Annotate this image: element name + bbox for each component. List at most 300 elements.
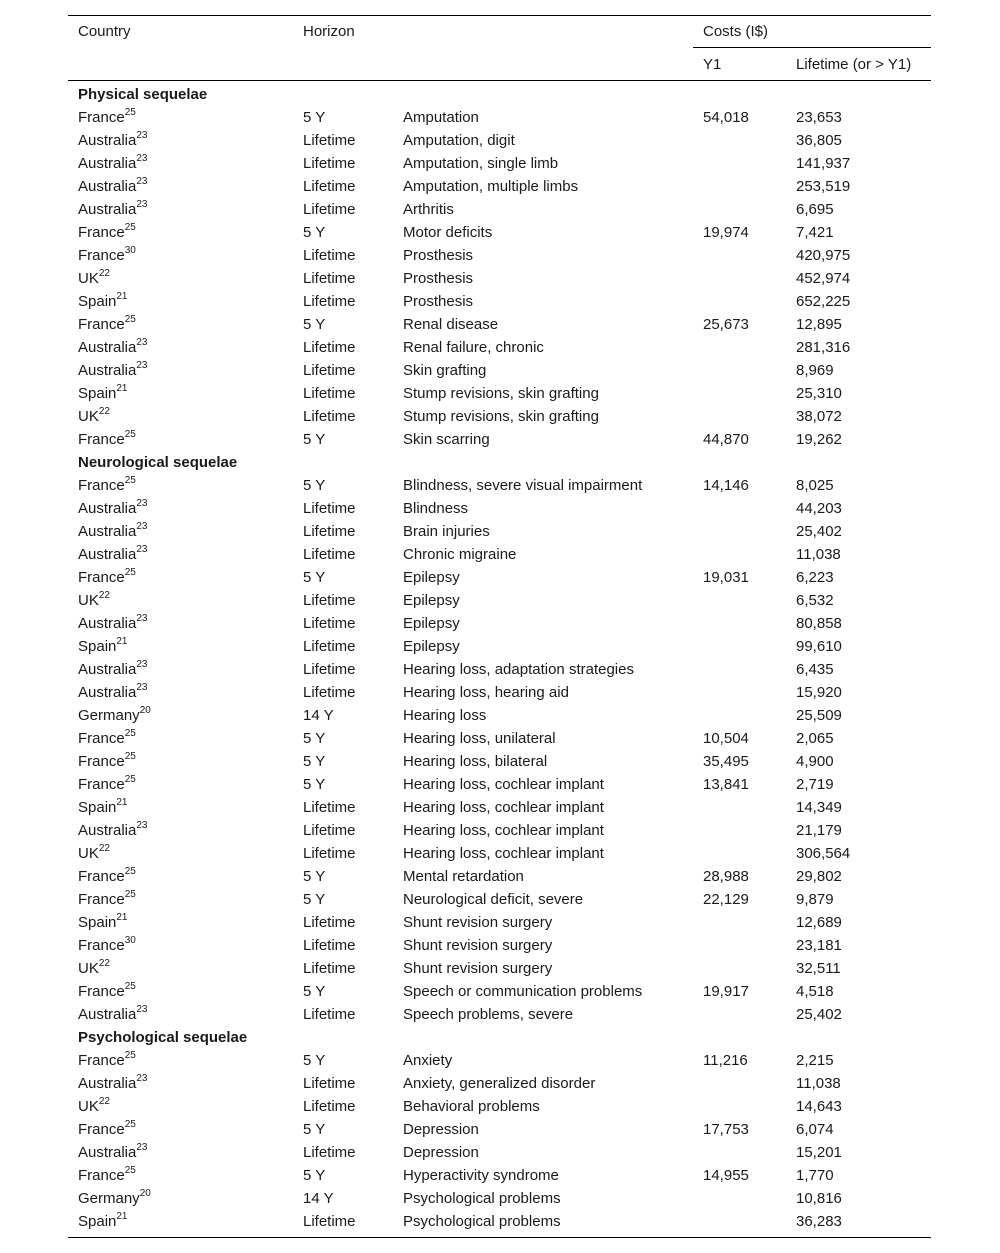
header-bottom-rule (68, 80, 931, 81)
cost-y1-cell: 11,216 (703, 1052, 748, 1069)
header-country: Country (78, 23, 131, 40)
table-row (68, 199, 931, 222)
country-name: Germany (78, 1190, 140, 1207)
table-row (68, 1211, 931, 1234)
sequela-cell: Hearing loss, adaptation strategies (403, 661, 634, 678)
cost-y1-cell: 28,988 (703, 868, 749, 885)
horizon-cell: 5 Y (303, 983, 326, 1000)
country-name: France (78, 730, 125, 747)
table-row (68, 406, 931, 429)
reference-superscript: 23 (136, 544, 148, 555)
country-cell (78, 477, 136, 495)
country-cell (78, 247, 136, 265)
sequela-cell: Mental retardation (403, 868, 524, 885)
horizon-cell: 5 Y (303, 1052, 326, 1069)
horizon-cell: Lifetime (303, 592, 356, 609)
horizon-cell: Lifetime (303, 1006, 356, 1023)
country-name: Australia (78, 339, 137, 356)
horizon-cell: 5 Y (303, 891, 326, 908)
country-name: Australia (78, 500, 137, 517)
sequela-cell: Epilepsy (403, 615, 460, 632)
reference-superscript: 25 (124, 1050, 136, 1061)
cost-lifetime-cell: 8,969 (796, 362, 834, 379)
table-row (68, 774, 931, 797)
table-row (68, 843, 931, 866)
country-name: Australia (78, 1144, 137, 1161)
country-name: Australia (78, 546, 137, 563)
reference-superscript: 30 (124, 245, 136, 256)
country-cell (78, 500, 147, 518)
country-name: Spain (78, 385, 117, 402)
table-row (68, 590, 931, 613)
country-name: France (78, 1052, 125, 1069)
sequela-cell: Shunt revision surgery (403, 914, 553, 931)
sequela-cell: Renal disease (403, 316, 499, 333)
reference-superscript: 25 (124, 1165, 136, 1176)
reference-superscript: 21 (116, 912, 128, 923)
country-name: Australia (78, 684, 137, 701)
sequela-cell: Arthritis (403, 201, 454, 218)
cost-lifetime-cell: 452,974 (796, 270, 851, 287)
cost-lifetime-cell: 23,653 (796, 109, 842, 126)
table-row (68, 544, 931, 567)
cost-lifetime-cell: 25,310 (796, 385, 842, 402)
cost-lifetime-cell: 253,519 (796, 178, 851, 195)
sequela-cell: Neurological deficit, severe (403, 891, 584, 908)
horizon-cell: Lifetime (303, 385, 356, 402)
horizon-cell: Lifetime (303, 247, 356, 264)
country-name: Australia (78, 523, 137, 540)
reference-superscript: 25 (124, 728, 136, 739)
cost-y1-cell: 10,504 (703, 730, 749, 747)
country-name: France (78, 983, 125, 1000)
sequela-cell: Skin scarring (403, 431, 490, 448)
table-row (68, 153, 931, 176)
horizon-cell: Lifetime (303, 799, 356, 816)
reference-superscript: 21 (116, 291, 128, 302)
cost-lifetime-cell: 11,038 (796, 1075, 841, 1092)
reference-superscript: 23 (136, 820, 148, 831)
table-row (68, 1050, 931, 1073)
country-cell (78, 408, 110, 426)
cost-y1-cell: 13,841 (703, 776, 749, 793)
sequela-cell: Hearing loss, hearing aid (403, 684, 569, 701)
cost-y1-cell: 19,974 (703, 224, 749, 241)
table-row (68, 705, 931, 728)
cost-lifetime-cell: 4,518 (796, 983, 834, 1000)
country-cell (78, 1098, 110, 1116)
country-cell (78, 201, 147, 219)
reference-superscript: 20 (139, 705, 151, 716)
reference-superscript: 23 (136, 521, 148, 532)
country-cell (78, 661, 147, 679)
table-row (68, 429, 931, 452)
cost-lifetime-cell: 14,643 (796, 1098, 842, 1115)
sequela-cell: Stump revisions, skin grafting (403, 408, 599, 425)
cost-lifetime-cell: 8,025 (796, 477, 834, 494)
cost-lifetime-cell: 652,225 (796, 293, 851, 310)
reference-superscript: 22 (98, 958, 110, 969)
sequela-cell: Amputation, digit (403, 132, 515, 149)
reference-superscript: 22 (98, 1096, 110, 1107)
country-cell (78, 707, 151, 725)
table-row (68, 797, 931, 820)
country-cell (78, 1167, 136, 1185)
table-row (68, 1188, 931, 1211)
sequela-cell: Skin grafting (403, 362, 487, 379)
table-row (68, 889, 931, 912)
horizon-cell: Lifetime (303, 684, 356, 701)
horizon-cell: Lifetime (303, 201, 356, 218)
cost-lifetime-cell: 2,719 (796, 776, 834, 793)
country-cell (78, 523, 147, 541)
cost-lifetime-cell: 25,509 (796, 707, 842, 724)
cost-lifetime-cell: 21,179 (796, 822, 842, 839)
reference-superscript: 23 (136, 176, 148, 187)
country-name: Spain (78, 799, 117, 816)
horizon-cell: Lifetime (303, 339, 356, 356)
table-top-rule (68, 15, 931, 16)
header-horizon: Horizon (303, 23, 355, 40)
sequela-cell: Shunt revision surgery (403, 937, 553, 954)
table-row (68, 935, 931, 958)
country-cell (78, 960, 110, 978)
table-row (68, 636, 931, 659)
country-cell (78, 845, 110, 863)
sequela-cell: Prosthesis (403, 247, 474, 264)
horizon-cell: Lifetime (303, 937, 356, 954)
sequela-cell: Prosthesis (403, 270, 474, 287)
cost-lifetime-cell: 9,879 (796, 891, 834, 908)
sequela-cell: Motor deficits (403, 224, 493, 241)
horizon-cell: 5 Y (303, 109, 326, 126)
table-row (68, 751, 931, 774)
cost-y1-cell: 35,495 (703, 753, 749, 770)
section-header-row (68, 1027, 931, 1050)
reference-superscript: 25 (124, 889, 136, 900)
country-name: UK (78, 408, 99, 425)
country-name: Australia (78, 1075, 137, 1092)
cost-lifetime-cell: 25,402 (796, 1006, 842, 1023)
sequela-cell: Depression (403, 1121, 479, 1138)
horizon-cell: 5 Y (303, 569, 326, 586)
reference-superscript: 23 (136, 659, 148, 670)
country-cell (78, 776, 136, 794)
horizon-cell: 5 Y (303, 1167, 326, 1184)
country-name: France (78, 891, 125, 908)
horizon-cell: Lifetime (303, 132, 356, 149)
country-cell (78, 638, 128, 656)
table-row (68, 268, 931, 291)
table-row (68, 521, 931, 544)
horizon-cell: Lifetime (303, 270, 356, 287)
cost-lifetime-cell: 6,532 (796, 592, 834, 609)
reference-superscript: 25 (124, 981, 136, 992)
cost-lifetime-cell: 15,920 (796, 684, 842, 701)
country-name: France (78, 569, 125, 586)
table-row (68, 1142, 931, 1165)
cost-lifetime-cell: 15,201 (796, 1144, 842, 1161)
horizon-cell: Lifetime (303, 845, 356, 862)
cost-lifetime-cell: 29,802 (796, 868, 842, 885)
cost-y1-cell: 44,870 (703, 431, 749, 448)
table-row (68, 498, 931, 521)
horizon-cell: 5 Y (303, 477, 326, 494)
horizon-cell: Lifetime (303, 638, 356, 655)
reference-superscript: 23 (136, 1004, 148, 1015)
country-cell (78, 1121, 136, 1139)
cost-lifetime-cell: 306,564 (796, 845, 851, 862)
horizon-cell: 5 Y (303, 1121, 326, 1138)
table-row (68, 728, 931, 751)
horizon-cell: 5 Y (303, 316, 326, 333)
cost-lifetime-cell: 6,435 (796, 661, 834, 678)
table-row (68, 337, 931, 360)
table-row (68, 958, 931, 981)
table-row (68, 866, 931, 889)
reference-superscript: 23 (136, 153, 148, 164)
cost-lifetime-cell: 36,283 (796, 1213, 842, 1230)
horizon-cell: Lifetime (303, 293, 356, 310)
cost-lifetime-cell: 12,689 (796, 914, 842, 931)
reference-superscript: 23 (136, 337, 148, 348)
cost-y1-cell: 22,129 (703, 891, 749, 908)
sequela-cell: Hearing loss, cochlear implant (403, 776, 604, 793)
table-body (68, 84, 931, 1234)
horizon-cell: 14 Y (303, 707, 334, 724)
table-row (68, 1073, 931, 1096)
cost-lifetime-cell: 2,215 (796, 1052, 834, 1069)
sequela-cell: Speech problems, severe (403, 1006, 574, 1023)
sequela-cell: Hearing loss, cochlear implant (403, 799, 604, 816)
country-name: France (78, 109, 125, 126)
country-cell (78, 1052, 136, 1070)
country-cell (78, 684, 147, 702)
country-cell (78, 753, 136, 771)
horizon-cell: Lifetime (303, 408, 356, 425)
reference-superscript: 25 (124, 222, 136, 233)
country-name: Spain (78, 914, 117, 931)
country-cell (78, 178, 147, 196)
reference-superscript: 22 (98, 843, 110, 854)
reference-superscript: 21 (116, 1211, 128, 1222)
cost-y1-cell: 14,955 (703, 1167, 749, 1184)
horizon-cell: Lifetime (303, 362, 356, 379)
sequela-cell: Amputation, single limb (403, 155, 559, 172)
reference-superscript: 23 (136, 498, 148, 509)
reference-superscript: 23 (136, 1142, 148, 1153)
reference-superscript: 23 (136, 130, 148, 141)
sequela-cell: Hearing loss, cochlear implant (403, 845, 604, 862)
country-cell (78, 270, 110, 288)
table-row (68, 130, 931, 153)
country-cell (78, 293, 128, 311)
country-name: France (78, 937, 125, 954)
cost-lifetime-cell: 1,770 (796, 1167, 834, 1184)
reference-superscript: 23 (136, 1073, 148, 1084)
table-row (68, 682, 931, 705)
horizon-cell: 5 Y (303, 776, 326, 793)
country-cell (78, 224, 136, 242)
horizon-cell: Lifetime (303, 500, 356, 517)
country-name: Australia (78, 155, 137, 172)
country-name: UK (78, 1098, 99, 1115)
table-row (68, 245, 931, 268)
cost-y1-cell: 25,673 (703, 316, 749, 333)
reference-superscript: 25 (124, 774, 136, 785)
country-cell (78, 362, 147, 380)
country-cell (78, 983, 136, 1001)
country-cell (78, 431, 136, 449)
cost-y1-cell: 19,917 (703, 983, 749, 1000)
table-bottom-rule (68, 1237, 931, 1238)
country-name: Australia (78, 362, 137, 379)
country-name: France (78, 224, 125, 241)
cost-lifetime-cell: 38,072 (796, 408, 842, 425)
cost-lifetime-cell: 141,937 (796, 155, 851, 172)
country-cell (78, 730, 136, 748)
sequela-cell: Depression (403, 1144, 479, 1161)
cost-lifetime-cell: 80,858 (796, 615, 842, 632)
cost-lifetime-cell: 19,262 (796, 431, 842, 448)
country-name: Spain (78, 1213, 117, 1230)
country-name: Australia (78, 615, 137, 632)
horizon-cell: Lifetime (303, 822, 356, 839)
reference-superscript: 25 (124, 567, 136, 578)
table-row (68, 567, 931, 590)
cost-y1-cell: 54,018 (703, 109, 749, 126)
sequela-cell: Anxiety (403, 1052, 453, 1069)
sequela-cell: Blindness (403, 500, 469, 517)
country-name: France (78, 247, 125, 264)
reference-superscript: 22 (98, 590, 110, 601)
cost-lifetime-cell: 7,421 (796, 224, 834, 241)
cost-lifetime-cell: 6,695 (796, 201, 834, 218)
table-row (68, 613, 931, 636)
country-cell (78, 1075, 147, 1093)
country-cell (78, 937, 136, 955)
table-row (68, 820, 931, 843)
cost-lifetime-cell: 23,181 (796, 937, 842, 954)
country-name: Spain (78, 638, 117, 655)
table-row (68, 1119, 931, 1142)
reference-superscript: 25 (124, 866, 136, 877)
table-row (68, 107, 931, 130)
country-name: Australia (78, 822, 137, 839)
horizon-cell: Lifetime (303, 1098, 356, 1115)
horizon-cell: 14 Y (303, 1190, 334, 1207)
reference-superscript: 25 (124, 429, 136, 440)
header-y1: Y1 (703, 56, 722, 73)
sequela-cell: Chronic migraine (403, 546, 517, 563)
country-cell (78, 891, 136, 909)
cost-lifetime-cell: 44,203 (796, 500, 842, 517)
reference-superscript: 25 (124, 475, 136, 486)
reference-superscript: 22 (98, 268, 110, 279)
reference-superscript: 22 (98, 406, 110, 417)
horizon-cell: Lifetime (303, 523, 356, 540)
sequela-cell: Renal failure, chronic (403, 339, 544, 356)
country-cell (78, 822, 147, 840)
sequela-cell: Prosthesis (403, 293, 474, 310)
reference-superscript: 30 (124, 935, 136, 946)
sequela-cell: Stump revisions, skin grafting (403, 385, 599, 402)
horizon-cell: Lifetime (303, 155, 356, 172)
horizon-cell: Lifetime (303, 615, 356, 632)
table-row (68, 176, 931, 199)
cost-lifetime-cell: 281,316 (796, 339, 851, 356)
table-row (68, 1096, 931, 1119)
country-cell (78, 914, 128, 932)
table-row (68, 222, 931, 245)
sequela-cell: Hearing loss (403, 707, 487, 724)
sequela-cell: Hyperactivity syndrome (403, 1167, 559, 1184)
country-name: France (78, 776, 125, 793)
sequela-cell: Hearing loss, bilateral (403, 753, 548, 770)
table-row (68, 1004, 931, 1027)
sequela-cell: Speech or communication problems (403, 983, 643, 1000)
sequela-cell: Psychological problems (403, 1190, 561, 1207)
reference-superscript: 21 (116, 383, 128, 394)
reference-superscript: 21 (116, 797, 128, 808)
country-name: Australia (78, 661, 137, 678)
country-name: Australia (78, 1006, 137, 1023)
country-cell (78, 592, 110, 610)
table-row (68, 314, 931, 337)
section-header-row (68, 84, 931, 107)
cost-lifetime-cell: 14,349 (796, 799, 842, 816)
table-row (68, 360, 931, 383)
country-cell (78, 1006, 147, 1024)
reference-superscript: 23 (136, 613, 148, 624)
section-title: Physical sequelae (78, 86, 208, 103)
country-cell (78, 546, 147, 564)
country-cell (78, 569, 136, 587)
country-name: France (78, 431, 125, 448)
sequela-cell: Psychological problems (403, 1213, 561, 1230)
cost-lifetime-cell: 32,511 (796, 960, 841, 977)
cost-lifetime-cell: 25,402 (796, 523, 842, 540)
table-row (68, 291, 931, 314)
country-name: UK (78, 270, 99, 287)
section-title: Neurological sequelae (78, 454, 238, 471)
reference-superscript: 25 (124, 751, 136, 762)
sequela-cell: Anxiety, generalized disorder (403, 1075, 596, 1092)
country-name: Australia (78, 132, 137, 149)
country-name: France (78, 1121, 125, 1138)
country-cell (78, 799, 128, 817)
cost-lifetime-cell: 99,610 (796, 638, 842, 655)
horizon-cell: Lifetime (303, 1213, 356, 1230)
country-name: France (78, 477, 125, 494)
horizon-cell: Lifetime (303, 1075, 356, 1092)
table-row (68, 912, 931, 935)
horizon-cell: 5 Y (303, 868, 326, 885)
sequela-cell: Amputation, multiple limbs (403, 178, 579, 195)
country-name: Australia (78, 178, 137, 195)
header-lifetime: Lifetime (or > Y1) (796, 56, 912, 73)
reference-superscript: 25 (124, 1119, 136, 1130)
horizon-cell: Lifetime (303, 960, 356, 977)
country-cell (78, 109, 136, 127)
cost-lifetime-cell: 6,074 (796, 1121, 834, 1138)
table-row (68, 659, 931, 682)
table-row (68, 383, 931, 406)
horizon-cell: Lifetime (303, 546, 356, 563)
sequela-cell: Hearing loss, unilateral (403, 730, 556, 747)
horizon-cell: 5 Y (303, 753, 326, 770)
country-cell (78, 339, 147, 357)
